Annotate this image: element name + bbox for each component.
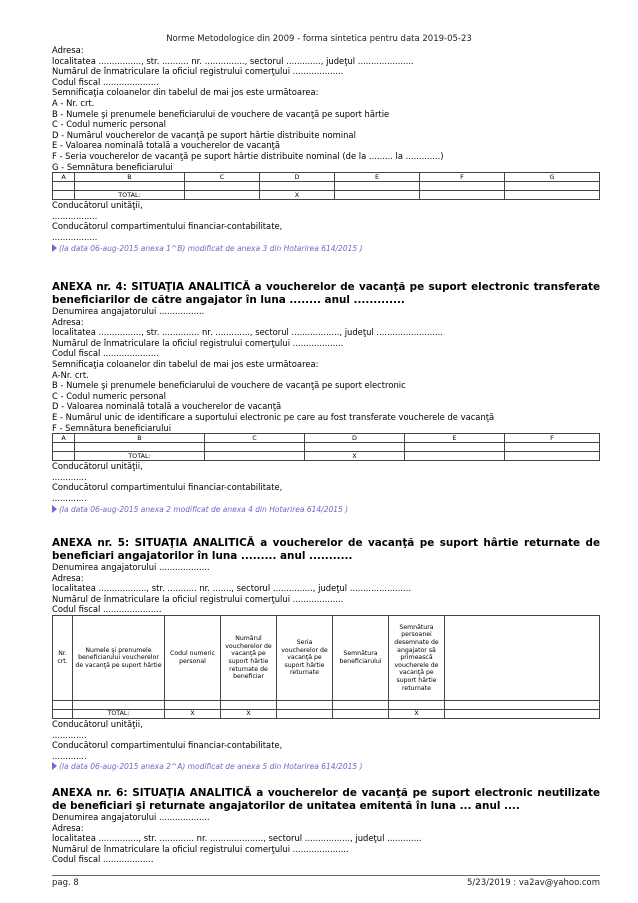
table-total-row bbox=[53, 709, 600, 718]
amendment-note-text: (la data 06-aug-2015 anexa 2 modificat de anexa 4 din Hotarirea 614/2015 ) bbox=[59, 504, 349, 514]
text-line: E - Valoarea nominală totală a voucherelor de vacanţă bbox=[52, 140, 280, 151]
table-header-cell: C bbox=[205, 434, 305, 443]
text-line: C - Codul numeric personal bbox=[52, 390, 166, 401]
text-line: Denumirea angajatorului ................... bbox=[52, 812, 210, 822]
amendment-note-text: (la data 06-aug-2015 anexa 2^A) modificat de anexa 5 din Hotarirea 614/2015 ) bbox=[59, 762, 363, 772]
table-cell bbox=[420, 191, 505, 200]
text-line: Conducătorul unităţii, bbox=[52, 200, 143, 211]
text-line: D - Valoarea nominală totală a voucherelor de vacanţă bbox=[52, 401, 282, 412]
text-line: localitatea ..............., str. ............. nr. ...................., sectorul ................., judeţul ............. bbox=[52, 833, 422, 844]
vouchers-table-2 bbox=[52, 433, 600, 461]
table-header-cell: C bbox=[185, 173, 260, 182]
table-cell bbox=[405, 452, 505, 461]
table-cell: TOTAL: bbox=[75, 452, 205, 461]
table-total-row bbox=[53, 191, 600, 200]
table-header-row bbox=[53, 615, 600, 700]
section-3-body bbox=[52, 562, 600, 772]
text-line: Codul fiscal ...................... bbox=[52, 604, 162, 615]
text-line: Numărul de înmatriculare la oficiul registrului comerţului ................... bbox=[52, 66, 344, 77]
triangle-right-icon bbox=[52, 505, 57, 513]
text-line: Denumirea angajatorului ................. bbox=[52, 306, 205, 316]
table-header-row bbox=[53, 173, 600, 182]
table-cell bbox=[333, 709, 389, 718]
table-header-cell: B bbox=[75, 173, 185, 182]
text-line: Semnificaţia coloanelor din tabelul de mai jos este următoarea: bbox=[52, 358, 319, 369]
table-header-cell: A bbox=[53, 434, 75, 443]
table-header-cell: B bbox=[75, 434, 205, 443]
table-cell bbox=[205, 452, 305, 461]
footer-date-email: 5/23/2019 : va2av@yahoo.com bbox=[467, 878, 600, 888]
vouchers-table-3 bbox=[52, 615, 600, 719]
text-line: Adresa: bbox=[52, 572, 84, 583]
table-header-cell: Numărul voucherelor de vacanţă pe suport hârtie returnate de beneficiar bbox=[221, 615, 277, 700]
table-header-cell: D bbox=[260, 173, 335, 182]
text-line: F - Semnătura beneficiarului bbox=[52, 422, 172, 433]
table-row bbox=[53, 700, 600, 709]
table-cell bbox=[185, 191, 260, 200]
table-cell: X bbox=[165, 709, 221, 718]
text-line: localitatea ................, str. .............. nr. ............., sectorul .................., judeţul ......................... bbox=[52, 327, 443, 338]
table-cell bbox=[335, 191, 420, 200]
table-cell: X bbox=[389, 709, 445, 718]
text-line: B - Numele şi prenumele beneficiarului de vouchere de vacanţă pe suport electronic bbox=[52, 380, 406, 391]
text-line: C - Codul numeric personal bbox=[52, 119, 166, 130]
table-total-row bbox=[53, 452, 600, 461]
text-line: Conducătorul compartimentului financiar-contabilitate, bbox=[52, 740, 283, 751]
text-line: Denumirea angajatorului ................... bbox=[52, 562, 210, 572]
text-line: ............. bbox=[52, 729, 87, 740]
text-line: Semnificaţia coloanelor din tabelul de mai jos este următoarea: bbox=[52, 87, 319, 98]
table-header-cell: E bbox=[405, 434, 505, 443]
text-line: ................. bbox=[52, 231, 98, 242]
table-header-cell bbox=[445, 615, 600, 700]
text-line: Adresa: bbox=[52, 45, 84, 55]
table-row bbox=[53, 443, 600, 452]
text-line: Conducătorul compartimentului financiar-contabilitate, bbox=[52, 482, 283, 493]
text-line: A-Nr. crt. bbox=[52, 369, 89, 380]
section-2-body bbox=[52, 306, 600, 515]
table-header-cell: E bbox=[335, 173, 420, 182]
section-3-title: ANEXA nr. 5: SITUAŢIA ANALITICĂ a voucherelor de vacanţă pe suport hârtie returnate de beneficiari angajatorilor în luna ......... anul ........... bbox=[52, 537, 600, 562]
amendment-note[interactable] bbox=[52, 504, 600, 515]
table-header-cell: D bbox=[305, 434, 405, 443]
table-cell bbox=[505, 452, 600, 461]
section-1-body bbox=[52, 45, 600, 254]
table-cell bbox=[505, 191, 600, 200]
text-line: Adresa: bbox=[52, 316, 84, 327]
text-line: B - Numele şi prenumele beneficiarului de vouchere de vacanţă pe suport hârtie bbox=[52, 108, 390, 119]
text-line: Adresa: bbox=[52, 822, 84, 833]
text-line: Codul fiscal ..................... bbox=[52, 76, 159, 87]
text-line: Codul fiscal ..................... bbox=[52, 348, 159, 359]
table-cell: TOTAL: bbox=[75, 191, 185, 200]
table-header-cell: Codul numeric personal bbox=[165, 615, 221, 700]
text-line: ............. bbox=[52, 471, 87, 482]
table-cell bbox=[53, 709, 73, 718]
text-line: E - Numărul unic de identificare a suportului electronic pe care au fost transferate voucherele de vacanţă bbox=[52, 411, 495, 422]
text-line: ............. bbox=[52, 492, 87, 503]
page-header: Norme Metodologice din 2009 - forma sintetica pentru data 2019-05-23 bbox=[166, 34, 472, 44]
table-cell bbox=[53, 452, 75, 461]
page-footer bbox=[52, 875, 600, 888]
amendment-note[interactable] bbox=[52, 243, 600, 254]
table-cell bbox=[445, 709, 600, 718]
text-line: localitatea .................., str. ........... nr. ......., sectorul ..............., judeţul ....................... bbox=[52, 583, 412, 594]
table-row bbox=[53, 182, 600, 191]
text-line: Conducătorul unităţii, bbox=[52, 718, 143, 729]
text-line: D - Numărul voucherelor de vacanţă pe suport hârtie distribuite nominal bbox=[52, 129, 356, 140]
text-line: F - Seria voucherelor de vacanţă pe suport hârtie distribuite nominal (de la ......... la .............) bbox=[52, 150, 444, 161]
table-header-cell: Semnătura beneficiarului bbox=[333, 615, 389, 700]
amendment-note[interactable] bbox=[52, 761, 600, 772]
table-cell bbox=[277, 709, 333, 718]
table-header-cell: Seria voucherelor de vacanţă pe suport hârtie returnate bbox=[277, 615, 333, 700]
table-header-cell: F bbox=[420, 173, 505, 182]
table-header-cell: G bbox=[505, 173, 600, 182]
text-line: Numărul de înmatriculare la oficiul registrului comerţului ................... bbox=[52, 337, 344, 348]
table-cell: TOTAL: bbox=[73, 709, 165, 718]
table-header-cell: A bbox=[53, 173, 75, 182]
vouchers-table-1 bbox=[52, 172, 600, 200]
text-line: localitatea ................, str. .......... nr. ..............., sectorul ............., judeţul ..................... bbox=[52, 55, 414, 66]
section-4-body bbox=[52, 812, 600, 865]
section-2-title: ANEXA nr. 4: SITUAŢIA ANALITICĂ a voucherelor de vacanţă pe suport electronic transferate beneficiarilor de către angajator în luna ........ anul ............. bbox=[52, 281, 600, 306]
text-line: Conducătorul compartimentului financiar-contabilitate, bbox=[52, 221, 283, 232]
text-line: Codul fiscal ................... bbox=[52, 854, 154, 865]
text-line: G - Semnătura beneficiarului bbox=[52, 161, 173, 172]
table-header-cell: Nr. crt. bbox=[53, 615, 73, 700]
section-4-title: ANEXA nr. 6: SITUAŢIA ANALITICĂ a voucherelor de vacanţă pe suport electronic neutilizate de beneficiari şi returnate angajatorilor de unitatea emitentă în luna ... anul .... bbox=[52, 787, 600, 812]
text-line: A - Nr. crt. bbox=[52, 97, 95, 108]
table-cell: X bbox=[260, 191, 335, 200]
page-number: pag. 8 bbox=[52, 878, 79, 888]
text-line: Numărul de înmatriculare la oficiul registrului comerţului ..................... bbox=[52, 843, 349, 854]
table-header-cell: F bbox=[505, 434, 600, 443]
triangle-right-icon bbox=[52, 762, 57, 770]
table-cell bbox=[53, 191, 75, 200]
table-cell: X bbox=[305, 452, 405, 461]
triangle-right-icon bbox=[52, 244, 57, 252]
amendment-note-text: (la data 06-aug-2015 anexa 1^B) modificat de anexa 3 din Hotarirea 614/2015 ) bbox=[59, 243, 363, 253]
table-header-cell: Numele şi prenumele beneficiarului voucherelor de vacanţă pe suport hârtie bbox=[73, 615, 165, 700]
table-header-cell: Semnătura persoanei desemnate de angajator să primească voucherele de vacanţă pe suport hârtie returnate bbox=[389, 615, 445, 700]
table-cell: X bbox=[221, 709, 277, 718]
table-header-row bbox=[53, 434, 600, 443]
text-line: ................. bbox=[52, 210, 98, 221]
text-line: Numărul de înmatriculare la oficiul registrului comerţului ................... bbox=[52, 593, 344, 604]
text-line: ............. bbox=[52, 750, 87, 761]
text-line: Conducătorul unităţii, bbox=[52, 461, 143, 472]
